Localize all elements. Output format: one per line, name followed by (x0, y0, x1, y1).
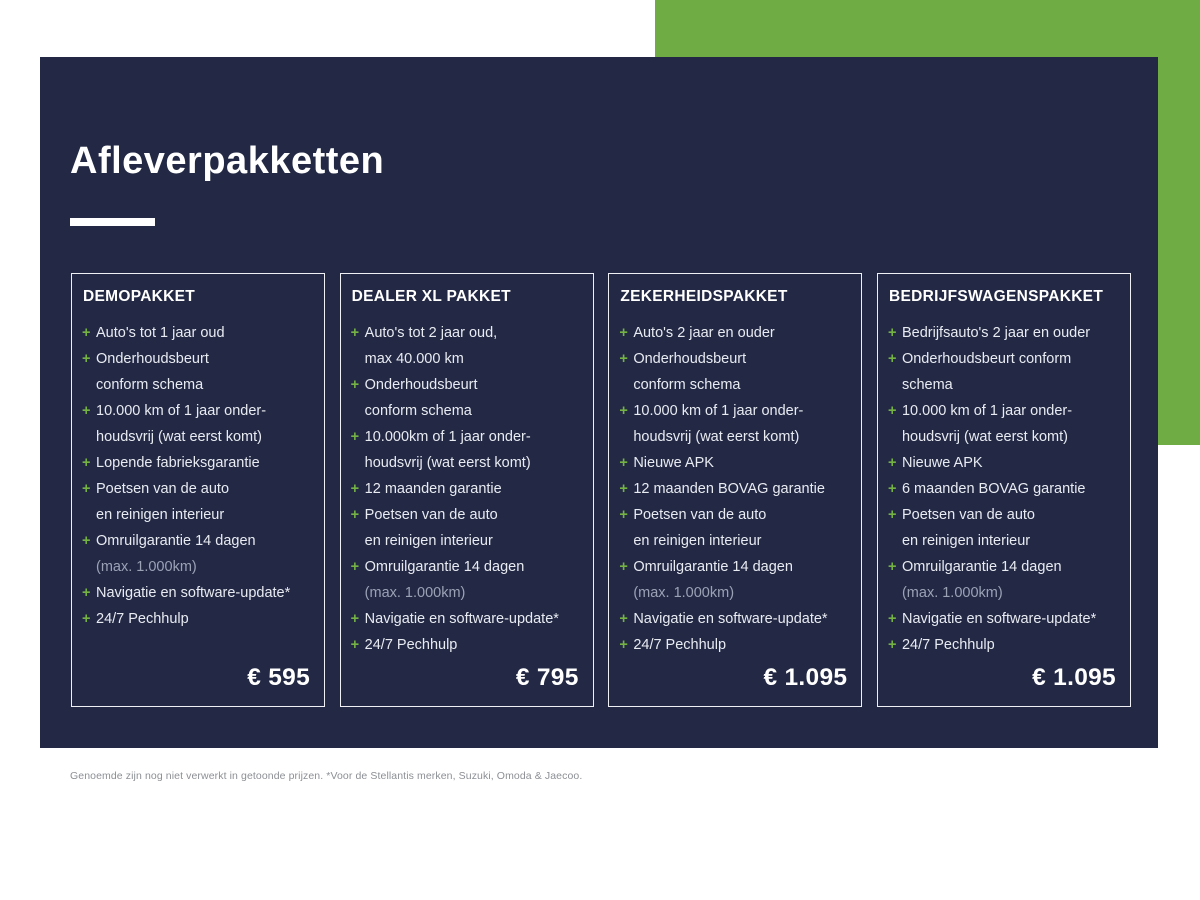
feature-line (351, 398, 582, 424)
feature-text: (max. 1.000km) (633, 585, 735, 601)
feature-line (82, 320, 313, 346)
bullet-spacer (888, 424, 902, 450)
plus-bullet-icon: + (887, 507, 897, 523)
plus-bullet-icon: + (619, 481, 628, 497)
feature-text: (max. 1.000km) (96, 559, 197, 575)
feature-text: Omruilgarantie 14 dagen (901, 559, 1062, 575)
feature-line (351, 632, 582, 658)
package-card (877, 273, 1131, 707)
feature-line (82, 554, 313, 580)
feature-text: Poetsen van de auto (96, 481, 230, 497)
plus-bullet-icon: + (82, 533, 91, 549)
package-title: ZEKERHEIDSPAKKET (620, 288, 788, 305)
package-price: € 795 (515, 664, 579, 691)
feature-text: max 40.000 km (364, 351, 464, 367)
package-features (888, 320, 1119, 658)
package-features (351, 320, 582, 658)
feature-text: Navigatie en software-update* (96, 585, 291, 601)
feature-line (619, 398, 850, 424)
feature-text: houdsvrij (wat eerst komt) (633, 429, 800, 445)
feature-text: (max. 1.000km) (901, 585, 1003, 601)
feature-text: 10.000 km of 1 jaar onder- (901, 403, 1073, 419)
feature-line (619, 424, 850, 450)
feature-line (351, 528, 582, 554)
feature-text: Nieuwe APK (633, 455, 714, 471)
feature-text: houdsvrij (wat eerst komt) (364, 455, 531, 471)
package-price: € 1.095 (1032, 664, 1116, 691)
plus-bullet-icon: + (82, 455, 91, 471)
feature-line (351, 346, 582, 372)
feature-line (888, 372, 1119, 398)
bullet-spacer (351, 398, 365, 424)
bullet-spacer (82, 502, 96, 528)
feature-line (351, 476, 582, 502)
bullet-spacer (888, 528, 902, 554)
feature-line (351, 424, 582, 450)
feature-text: (max. 1.000km) (364, 585, 466, 601)
feature-text: Poetsen van de auto (364, 507, 498, 523)
plus-bullet-icon: + (350, 507, 360, 523)
feature-text: Omruilgarantie 14 dagen (96, 533, 256, 549)
feature-text: Auto's tot 1 jaar oud (96, 325, 225, 341)
feature-text: en reinigen interieur (364, 533, 493, 549)
bullet-spacer (351, 528, 365, 554)
feature-line (888, 476, 1119, 502)
feature-text: 24/7 Pechhulp (364, 637, 458, 653)
plus-bullet-icon: + (887, 637, 897, 653)
plus-bullet-icon: + (887, 481, 897, 497)
feature-line (888, 632, 1119, 658)
feature-text: houdsvrij (wat eerst komt) (96, 429, 262, 445)
feature-text: 6 maanden BOVAG garantie (901, 481, 1086, 497)
feature-text: Navigatie en software-update* (633, 611, 828, 627)
feature-line (888, 606, 1119, 632)
feature-line (82, 476, 313, 502)
plus-bullet-icon: + (619, 351, 628, 367)
feature-text: Navigatie en software-update* (901, 611, 1097, 627)
feature-text: Onderhoudsbeurt conform (901, 351, 1072, 367)
feature-text: en reinigen interieur (633, 533, 762, 549)
feature-line (619, 450, 850, 476)
feature-line (82, 502, 313, 528)
feature-text: conform schema (96, 377, 204, 393)
bullet-spacer (888, 372, 902, 398)
bullet-spacer (619, 580, 633, 606)
feature-line (888, 580, 1119, 606)
feature-line (351, 450, 582, 476)
bullet-spacer (619, 424, 633, 450)
feature-text: 10.000 km of 1 jaar onder- (633, 403, 804, 419)
packages-panel (40, 57, 1158, 748)
feature-line (619, 502, 850, 528)
feature-line (351, 580, 582, 606)
package-price: € 595 (247, 664, 310, 691)
plus-bullet-icon: + (82, 325, 91, 341)
feature-text: Onderhoudsbeurt (633, 351, 747, 367)
feature-text: schema (901, 377, 953, 393)
plus-bullet-icon: + (82, 611, 91, 627)
feature-text: Poetsen van de auto (633, 507, 767, 523)
package-card (340, 273, 594, 707)
feature-text: Lopende fabrieksgarantie (96, 455, 260, 471)
package-price: € 1.095 (763, 664, 848, 691)
plus-bullet-icon: + (887, 455, 897, 471)
bullet-spacer (351, 346, 365, 372)
feature-line (619, 632, 850, 658)
feature-text: 12 maanden garantie (364, 481, 502, 497)
feature-line (82, 398, 313, 424)
feature-line (888, 398, 1119, 424)
plus-bullet-icon: + (619, 611, 628, 627)
feature-text: conform schema (364, 403, 472, 419)
bullet-spacer (82, 424, 96, 450)
feature-line (619, 320, 850, 346)
feature-line (351, 502, 582, 528)
package-title: DEALER XL PAKKET (351, 288, 511, 305)
plus-bullet-icon: + (887, 611, 897, 627)
plus-bullet-icon: + (82, 351, 91, 367)
plus-bullet-icon: + (619, 403, 628, 419)
feature-text: Poetsen van de auto (901, 507, 1035, 523)
plus-bullet-icon: + (82, 585, 91, 601)
plus-bullet-icon: + (82, 403, 91, 419)
plus-bullet-icon: + (350, 559, 360, 575)
feature-line (888, 450, 1119, 476)
plus-bullet-icon: + (619, 559, 628, 575)
feature-line (619, 554, 850, 580)
bullet-spacer (82, 554, 96, 580)
feature-text: 24/7 Pechhulp (633, 637, 727, 653)
page-title: Afleverpakketten (70, 140, 385, 182)
feature-text: conform schema (633, 377, 741, 393)
feature-line (888, 554, 1119, 580)
feature-line (619, 346, 850, 372)
feature-line (888, 346, 1119, 372)
bullet-spacer (82, 372, 96, 398)
plus-bullet-icon: + (887, 559, 897, 575)
feature-line (351, 554, 582, 580)
feature-line (82, 346, 313, 372)
plus-bullet-icon: + (350, 481, 360, 497)
feature-text: 24/7 Pechhulp (96, 611, 189, 627)
package-card (71, 273, 325, 707)
feature-text: Bedrijfsauto's 2 jaar en ouder (901, 325, 1091, 341)
plus-bullet-icon: + (619, 325, 628, 341)
plus-bullet-icon: + (619, 455, 628, 471)
plus-bullet-icon: + (350, 611, 360, 627)
feature-line (619, 580, 850, 606)
plus-bullet-icon: + (619, 637, 628, 653)
feature-line (888, 320, 1119, 346)
feature-text: houdsvrij (wat eerst komt) (901, 429, 1068, 445)
package-features (619, 320, 850, 658)
plus-bullet-icon: + (350, 377, 360, 393)
package-title: BEDRIJFSWAGENSPAKKET (888, 288, 1104, 305)
plus-bullet-icon: + (619, 507, 628, 523)
feature-line (82, 606, 313, 632)
plus-bullet-icon: + (887, 351, 897, 367)
feature-line (351, 320, 582, 346)
plus-bullet-icon: + (82, 481, 91, 497)
feature-text: 10.000km of 1 jaar onder- (364, 429, 531, 445)
feature-text: Omruilgarantie 14 dagen (633, 559, 793, 575)
package-title: DEMOPAKKET (83, 288, 196, 305)
feature-line (619, 476, 850, 502)
plus-bullet-icon: + (350, 637, 360, 653)
footnote-text: Genoemde zijn nog niet verwerkt in getoonde prijzen. *Voor de Stellantis merken, Suzuki, Omoda & Jaecoo. (70, 770, 583, 782)
bullet-spacer (619, 372, 633, 398)
feature-text: Auto's tot 2 jaar oud, (364, 325, 498, 341)
feature-text: en reinigen interieur (96, 507, 225, 523)
feature-line (351, 372, 582, 398)
feature-text: Omruilgarantie 14 dagen (364, 559, 525, 575)
feature-text: Navigatie en software-update* (364, 611, 559, 627)
feature-line (619, 372, 850, 398)
feature-line (82, 450, 313, 476)
feature-line (888, 528, 1119, 554)
feature-text: Onderhoudsbeurt (96, 351, 209, 367)
bullet-spacer (619, 528, 633, 554)
feature-line (619, 528, 850, 554)
feature-text: Auto's 2 jaar en ouder (633, 325, 775, 341)
plus-bullet-icon: + (887, 325, 897, 341)
plus-bullet-icon: + (350, 325, 360, 341)
feature-text: 12 maanden BOVAG garantie (633, 481, 825, 497)
feature-line (82, 372, 313, 398)
feature-line (619, 606, 850, 632)
bullet-spacer (888, 580, 902, 606)
feature-line (888, 424, 1119, 450)
feature-text: 10.000 km of 1 jaar onder- (96, 403, 267, 419)
bullet-spacer (351, 580, 365, 606)
plus-bullet-icon: + (887, 403, 897, 419)
feature-text: Onderhoudsbeurt (364, 377, 478, 393)
package-card (608, 273, 862, 707)
feature-line (82, 528, 313, 554)
feature-line (82, 580, 313, 606)
feature-text: 24/7 Pechhulp (901, 637, 995, 653)
feature-line (888, 502, 1119, 528)
title-underline (70, 218, 155, 226)
feature-line (82, 424, 313, 450)
plus-bullet-icon: + (350, 429, 360, 445)
package-cards-row (71, 273, 1131, 707)
feature-text: Nieuwe APK (901, 455, 983, 471)
bullet-spacer (351, 450, 365, 476)
feature-text: en reinigen interieur (901, 533, 1031, 549)
package-features (82, 320, 313, 632)
feature-line (351, 606, 582, 632)
